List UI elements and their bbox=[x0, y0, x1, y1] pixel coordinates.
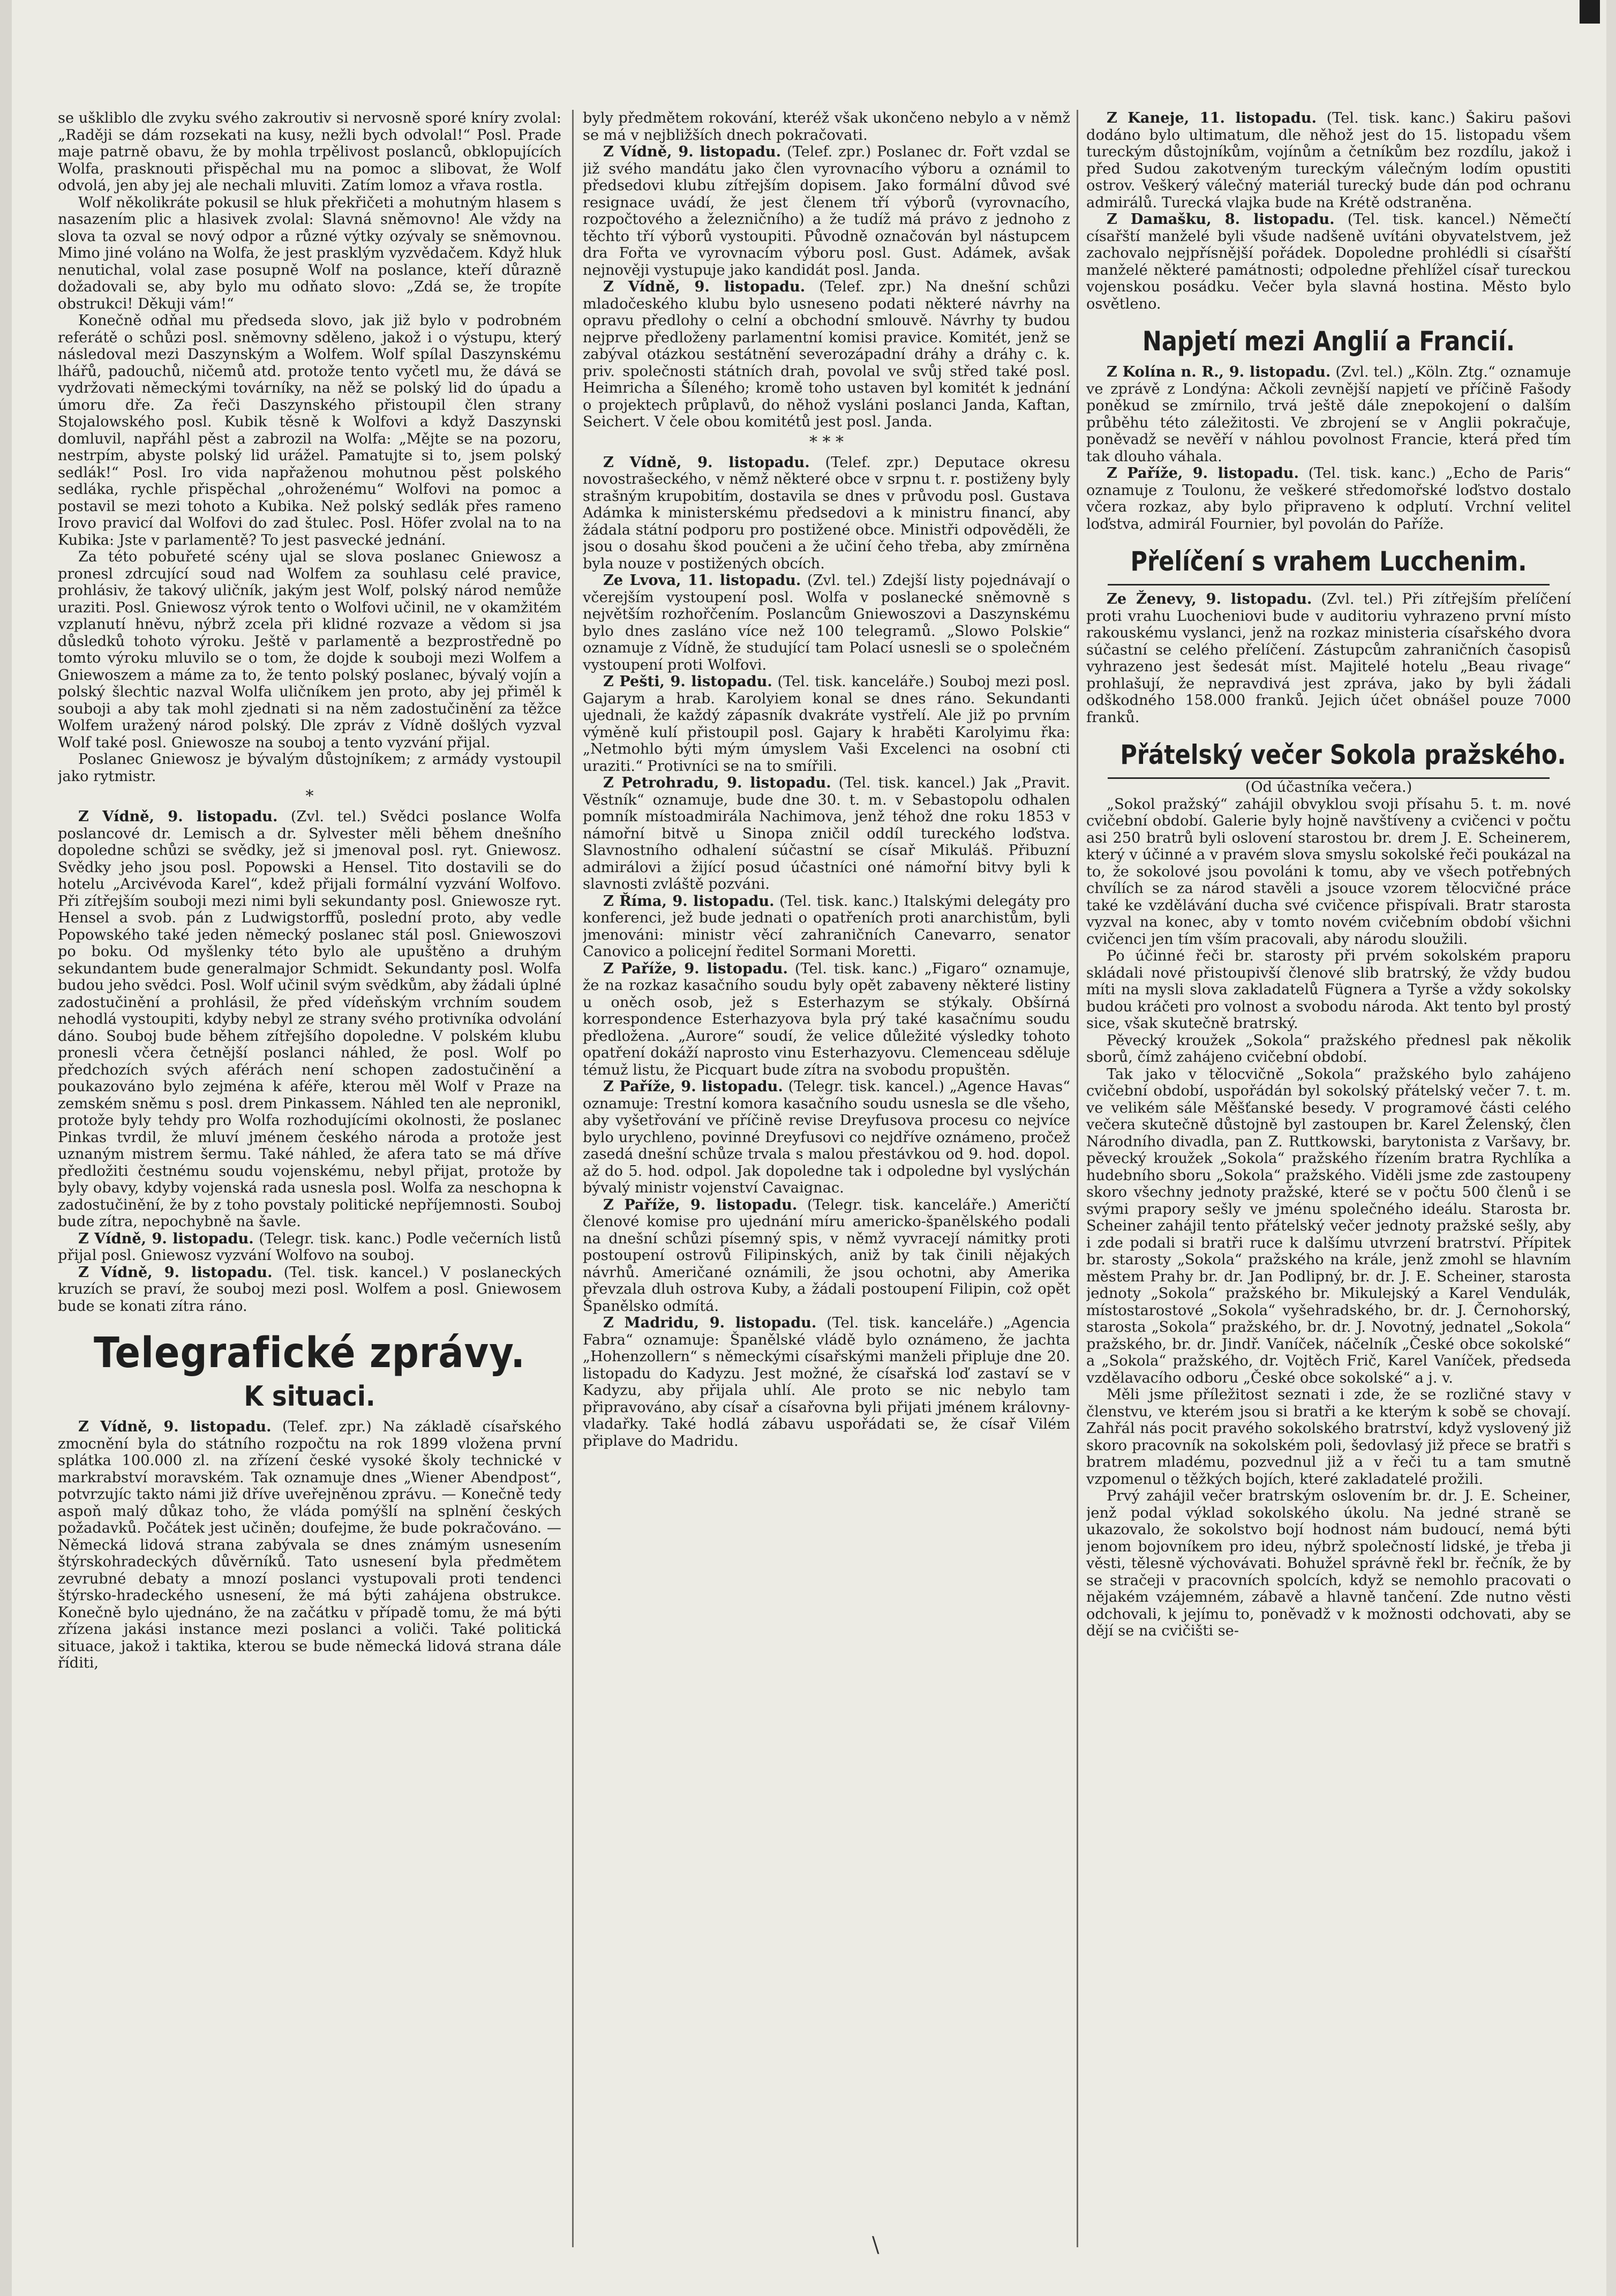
news-item bbox=[1086, 211, 1571, 312]
article-text: Poslanec Gniewosz je bývalým důstojníkem; z armády vystoupil jako rytmistr. bbox=[58, 751, 561, 785]
dateline: Z Madridu, 9. listopadu. bbox=[603, 1314, 817, 1331]
page-edge-left bbox=[0, 0, 12, 2296]
section-heading-telegraphic-news: Telegrafické zprávy. bbox=[93, 1329, 526, 1377]
news-item bbox=[583, 893, 1070, 961]
column-rule-1 bbox=[572, 110, 574, 2247]
byline: (Od účastníka večera.) bbox=[1245, 779, 1412, 796]
news-text: (Telegr. tisk. kancel.) „Agence Havas“ oznamuje: Trestní komora kasačního soudu usnesla se dle všeho, aby vyšetřování ve příčině revise Dreyfusova procesu co nejvíce bylo urychleno, povinné Dreyfusovi co nejdříve oznámeno, pročež zasedá dnešní schůze trvala s malou přestávkou od 9. hod. dopol. až do 5. hod. odpol. Jak dopoledne tak i odpoledne byl vyslýchán bývalý ministr vojenství Cavaignac. bbox=[583, 1078, 1070, 1196]
news-text: (Tel. tisk. kancel.) Jak „Pravit. Věstník“ oznamuje, bude dne 30. t. m. v Sebastopolu odhalen pomník místoadmirála Nachimova, jenž téhož dne roku 1853 v námořní bitvě u Sinopa zničil oddíl tureckého loďstva. Slavnostního odhalení súčastní se císař Mikuláš. Přibuzní admirálovi a žijící posud účastníci oné námořní bitvy byli k slavnosti zvláště pozváni. bbox=[583, 775, 1070, 892]
news-item bbox=[583, 775, 1070, 893]
dateline: Z Vídně, 9. listopadu. bbox=[603, 143, 781, 160]
article-text: Konečně odňal mu předseda slovo, jak již bylo v podrobném referátě o schůzi posl. sněmovny sděleno, jakož i o výstupu, který následoval mezi Daszynským a Wolfem. Wolf spílal Daszynskému lhářů, padouchů, ničemů atd. protože tento vyčetl mu, že dává se vydržovati německými továrníky, na něž se polský lid do úpadu a úmoru dře. Za řeči Daszynského přistoupil člen strany Stojalowského posl. Kubik těsně k Wolfovi a když Daszynski domluvil, napřáhl pěst a zabrozil na Wolfa: „Mějte se na pozoru, nestrpím, abyste polský lid urážel. Pamatujte si to, jsem polský sedlák!“ Posl. Iro vida napřaženou mohutnou pěst polského sedláka, rychle přispěchal „ohroženému“ Wolfovi na pomoc a postavil se mezi tohoto a Kubika. Než polský sedlák přes rameno Irovo pravicí dal Wolfovi do zad štulec. Posl. Höfer zvolal na to na Kubika: Jste v parlamentě? To jest pasvecké jednání. bbox=[58, 312, 561, 549]
dateline: Z Vídně, 9. listopadu. bbox=[603, 278, 806, 295]
news-item bbox=[58, 1419, 561, 1672]
news-item bbox=[583, 454, 1070, 573]
ink-mark: \ bbox=[872, 2233, 880, 2257]
news-text: (Zvl. tel.) Při zítřejším přelíčení proti vrahu Luocheniovi bude v auditoriu vyhrazeno první místo rakouskému vyslanci, jenž na rozkaz ministeria císařského dvora súčastní se celého přelíčení. Zástupcům zahraničních časopisů vyhrazeno jest šedesát míst. Majitelé hotelu „Beau rivage“ prohlašují, že nepravdivá jest zpráva, jako by byli žádali odškodného 158.000 franků. Jejich účet obnášel pouze 7000 franků. bbox=[1086, 591, 1571, 726]
news-item bbox=[583, 572, 1070, 673]
article-text: byly předmětem rokování, kteréž však ukončeno nebylo a v němž se má v nejbližších dnech pokračovati. bbox=[583, 110, 1070, 144]
news-item bbox=[583, 1197, 1070, 1315]
dateline: Z Říma, 9. listopadu. bbox=[603, 892, 775, 910]
news-item bbox=[1086, 364, 1571, 465]
news-item bbox=[583, 144, 1070, 279]
dateline: Z Kaneje, 11. listopadu. bbox=[1107, 110, 1317, 126]
heading-lucheni-trial: Přelíčení s vrahem Lucchenim. bbox=[1130, 546, 1527, 577]
dateline: Z Pešti, 9. listopadu. bbox=[603, 673, 772, 690]
article-text: Měli jsme příležitost seznati i zde, že se rozličné stavy v členstvu, ve kterém jsou si bratři a ke kterým k sobě se chovají. Zahřál nás pocit pravého sokolského bratrství, když vyslovený již skoro pracovník na sokolském poli, šedovlasý již přece se bratři s bratrem mladému, pozvednul již a v řeči tu a tam smutně vzpomenul o těžkých bojích, které zakladatelé prožili. bbox=[1086, 1386, 1571, 1488]
news-text: (Telef. zpr.) Na dnešní schůzi mladočeského klubu bylo usneseno podati některé návrhy na opravu předlohy o celní a obchodní smlouvě. Návrhy ty budou nejprve předloženy parlamentní komisi pravice. Komitét, jenž se zabýval otázkou sestátnění severozápadní dráhy a dráhy c. k. priv. společnosti státních drah, povolal ve svůj střed také posl. Heimricha a Šíleného; kromě toho ustaven byl komitét k jednání o projektech průplavů, do něhož vysláni poslanci Janda, Kaftan, Seichert. V čele obou komitétů jest posl. Janda. bbox=[583, 279, 1070, 430]
dateline: Z Vídně, 9. listopadu. bbox=[78, 1263, 273, 1281]
dateline: Ze Lvova, 11. listopadu. bbox=[603, 572, 801, 589]
news-item bbox=[1086, 110, 1571, 211]
page-edge-right bbox=[1606, 0, 1616, 2296]
news-text: (Tel. tisk. kanc.) „Figaro“ oznamuje, že na rozkaz kasačního soudu byly opět zabaveny některé listiny u oněch osob, jež s Esterhazym se stýkaly. Obšírná korrespondence Esterhazyova byla prý také kasačnímu soudu předložena. „Aurore“ soudí, že velice důležité výsledky tohoto opatření dokáží naprosto vinu Esterhazyovu. Clemenceau sděluje témuž listu, že Picquart bude zítra na svobodu propuštěn. bbox=[583, 960, 1070, 1078]
news-text: (Tel. tisk. kanc.) „Echo de Paris“ oznamuje z Toulonu, že veškeré středomořské loďstvo dostalo včera rozkaz, aby bylo připraveno k odplutí. Vrchní velitel loďstva, admirál Fournier, byl povolán do Paříže. bbox=[1086, 465, 1571, 532]
news-text: (Zvl. tel.) Zdejší listy pojednávají o včerejším vystoupení posl. Wolfa v poslanecké sněmovně s největším rozhořčením. Poslancům Gniewoszovi a Daszynskému bylo dnes zasláno více než 100 telegramů. „Slowo Polskie“ oznamuje z Vídně, že studující tam Polací usnesli se o společném vystoupení proti Wolfovi. bbox=[583, 572, 1070, 673]
heading-sokol-evening: Přátelský večer Sokola pražského. bbox=[1120, 739, 1566, 770]
corner-mark bbox=[1580, 0, 1600, 24]
news-item bbox=[58, 1264, 561, 1315]
column-rule-2 bbox=[1077, 110, 1078, 2247]
news-item bbox=[583, 1315, 1070, 1450]
news-text: (Zvl. tel.) Svědci poslance Wolfa poslancové dr. Lemisch a dr. Sylvester měli během dnešního dopoledne schůzi se svědky, jež si jmenoval posl. ryt. Gniewosz. Svědky jeho jsou posl. Popowski a Hensel. Tito dostavili se do hotelu „Arcivévoda Karel“, kdež přijali formální vyzvání Wolfovo. Při zítřejším souboji mezi nimi byli sekundanty posl. Gniewosze ryt. Hensel a svob. pán z Ludwigstorffů, poslední proto, aby vedle Popowského také jeden německý poslanec stál posl. Gniewoszovi po boku. Od myšlenky této bylo ale upuštěno a druhým sekundantem bude generalmajor Schmidt. Sekundanty posl. Wolfa budou jeho svědci. Posl. Wolf učinil svým svědkům, aby žádali úplné zadostučinění a prohlásil, že před vídeňským vrchním soudem nehodlá vystoupiti, kdyby nebyl ze strany svého protivníka odvolání dáno. Souboj bude během zítřejšího dopoledne. V polském klubu pronesli včera četnější poslanci náhled, že posl. Wolf po předchozích svých aférách není schopen zadostučinění a poukazováno bylo zejména k aféře, kterou měl Wolf v Praze na zemském sněmu s posl. drem Pinkassem. Náhled ten ale nepronikl, protože byly tehdy pro Wolfa rozhodujícími okolnosti, že poslanec Pinkas tvrdil, že mluví jménem českého národa a protože jest uznaným mistrem šermu. Také náhled, že afera tato se má dříve předložiti čestnému soudu vojenskému, nebyl přijat, protože by byly obavy, kdyby vojenská rada usnesla posl. Wolfa za neschopna k zadostučinění, že by z toho povstaly politické nepříjemnosti. Souboj bude zítra, nepochybně na šavle. bbox=[58, 808, 561, 1230]
news-text: (Zvl. tel.) „Köln. Ztg.“ oznamuje ve zprávě z Londýna: Ačkoli zevnější napjetí ve příčině Fašody poněkud se zmírnilo, trvá ještě dále znepokojení o dalším průběhu této záležitosti. Ve zbrojení se v Anglii pokračuje, poněvadž se nevěří v náhlou povolnost Francie, která před tím tak dlouho váhala. bbox=[1086, 364, 1571, 465]
news-item bbox=[583, 1078, 1070, 1197]
subheading-situation: K situaci. bbox=[244, 1380, 375, 1413]
dateline: Z Vídně, 9. listopadu. bbox=[78, 1229, 254, 1247]
article-text: Pěvecký kroužek „Sokola“ pražského přednesl pak několik sborů, čímž zahájeno cvičební období. bbox=[1086, 1032, 1571, 1066]
news-text: (Tel. tisk. kancel.) V poslaneckých kruzích se praví, že souboj mezi posl. Wolfem a posl. Gniewosem bude se konati zítra ráno. bbox=[58, 1264, 561, 1315]
news-item bbox=[583, 961, 1070, 1079]
dateline: Z Paříže, 9. listopadu. bbox=[603, 1078, 783, 1095]
dateline: Z Paříže, 9. listopadu. bbox=[1107, 464, 1299, 482]
dateline: Ze Ženevy, 9. listopadu. bbox=[1107, 590, 1312, 607]
article-text: „Sokol pražský“ zahájil obvyklou svoji přísahu 5. t. m. nové cvičební období. Galerie byly hojně navštíveny a cvičenci v počtu asi 250 bratrů byli oslovení starostou br. drem J. E. Scheinerem, který v účinné a v pravém slova smyslu sokolské řeči poukázal na to, že sokolové jsou povoláni k tomu, aby ve všech potřebných chvílích se za národ stavěli a jsouce vzorem tělocvičné práce také ke vzdělávání ducha své cvičence přispívali. Bratr starosta vyzval na konec, aby v tomto novém cvičebním období všichni cvičenci jen tím vším pracovali, aby národu sloužili. bbox=[1086, 796, 1571, 948]
news-text: (Telef. zpr.) Deputace okresu novostrašeckého, v němž některé obce v srpnu t. r. postiženy byly strašným krupobitím, dostavila se dnes v průvodu posl. Gustava Adámka k ministerskému předsedovi a k ministru financí, aby žádala státní podporu pro postižené obce. Ministři odpověděli, že jsou o dosahu škod poučeni a že učiní čeho třeba, aby zmírněna byla nouze v postižených obcích. bbox=[583, 454, 1070, 572]
article-text: Za této pobuřeté scény ujal se slova poslanec Gniewosz a pronesl zdrcující soud nad Wolfem za souhlasu celé pravice, prohlásiv, že takový uličník, jakým jest Wolf, polský národ nemůže uraziti. Posl. Gniewosz výrok tento o Wolfovi učinil, ne v okamžitém vzplanutí hněvu, nýbrž zcela při klidné rozvaze a vědom si jsa důsledků tohoto výroku. Ještě v parlamentě a bezprostředně po tomto výroku mluvilo se o tom, že dojde k souboji mezi Wolfem a Gniewoszem a máme za to, že tento polský poslanec, bývalý vojín a polský šlechtic nazval Wolfa uličníkem jen proto, aby jej přiměl k souboji a aby tak mohl zjednati si na něm zadostučinění za těžce Wolfem uražený národ polský. Dle zpráv z Vídně došlých vyzval Wolf také posl. Gniewosze na souboj a tento vyzvání přijal. bbox=[58, 549, 561, 751]
news-item bbox=[1086, 591, 1571, 726]
article-text: Wolf několikráte pokusil se hluk překřičeti a mohutným hlasem s nasazením plic a hlasivek zvolal: Slavná sněmovno! Ale vždy na slova ta ozval se nový odpor a různé výtky ozývaly se sněmovnou. Mimo jiné voláno na Wolfa, že jest prasklým vyzvědačem. Když hluk nenutichal, volal zase posupně Wolf na poslance, kteří důrazně dožadovali se, aby bylo mu odňato slovo: „Zdá se, že tropíte obstrukci! Děkuji vám!“ bbox=[58, 194, 561, 312]
news-text: (Tel. tisk. kanceláře.) „Agencia Fabra“ oznamuje: Španělské vládě bylo oznámeno, že jachta „Hohenzollern“ s německými císařskými manželi připluje dne 20. listopadu do Kadyzu. Jest možné, že císařská loď zastaví se v Kadyzu, aby přijala uhlí. Ale proto se nic nebylo tam připravováno, aby císař a císařovna byli přijati jménem královny-vladařky. Také hodlá zábavu uspořádati se, že císař Vilém připlave do Madridu. bbox=[583, 1315, 1070, 1450]
article-text: Tak jako v tělocvičně „Sokola“ pražského bylo zahájeno cvičební období, uspořádán byl sokolský přátelský večer 7. t. m. ve velikém sále Měšťanské besedy. V programové části celého večera skutečně důstojně byl zastoupen br. Karel Želenský, člen Národního divadla, pan Z. Ruttkowski, barytonista z Varšavy, br. pěvecký kroužek „Sokola“ pražského řízením bratra Rychlíka a hudebního sboru „Sokola“ pražského. Viděli jsme zde zastoupeny skoro všechny jednoty pražské, které se v počtu 500 členů i se svými prapory sešly ve jménu společného ideálu. Starosta br. Scheiner zahájil tento přátelský večer jednoty pražské sešly, aby i zde podali si bratři ruce k dalšímu utvrzení bratrství. Přípitek br. starosty „Sokola“ pražského na krále, jenž zmohl se hlavním městem Prahy br. dr. Jan Podlipný, br. dr. J. E. Scheiner, starosta jednoty „Sokola“ pražského br. Mikulejský a Karel Vendulák, místostarostové „Sokola“ vyšehradského, br. dr. J. Černohorský, starosta „Sokola“ pražského, br. dr. J. Novotný, jednatel „Sokola“ pražského, br. dr. Jindř. Vaníček, náčelník „České obce sokolské“ a „Sokola“ pražského, dr. Vojtěch Frič, Karel Vaníček, předseda vzdělavacího odboru „České obce sokolské“ a j. v. bbox=[1086, 1066, 1571, 1386]
news-text: (Telef. zpr.) Poslanec dr. Fořt vzdal se již svého mandátu jako člen vyrovnacího výboru a oznámil to předsedovi klubu zítřejším dopisem. Jako formální důvod své resignace uvádí, že jest členem tří výborů (vyrovnacího, rozpočtového a železničního) a že tudíž má právo z jednoho z těchto tří výborů vystoupiti. Původně označován byl nástupcem dra Fořta ve vyrovnacím výboru posl. Gust. Adámek, avšak nejnověji vystupuje jako kandidát posl. Janda. bbox=[583, 144, 1070, 279]
news-item bbox=[583, 279, 1070, 431]
dateline: Z Vídně, 9. listopadu. bbox=[603, 453, 810, 471]
news-text: (Telegr. tisk. kanc.) Podle večerních listů přijal posl. Gniewosz vyzvání Wolfovo na souboj. bbox=[58, 1230, 561, 1264]
news-text: (Tel. tisk. kancel.) Němečtí císařští manželé byli všude nadšeně uvítáni obyvatelstvem, jež zachovalo nejpřísnější pořádek. Dopoledne prohlédli si císařští manželé některé památnosti; odpoledne přehlížel císař tureckou vojenskou posádku. Večer byla slavná hostina. Město bylo osvětleno. bbox=[1086, 211, 1571, 312]
heading-anglo-french-tension: Napjetí mezi Anglií a Francií. bbox=[1142, 326, 1515, 357]
column-3 bbox=[1086, 110, 1571, 2247]
dateline: Z Vídně, 9. listopadu. bbox=[78, 808, 278, 825]
dateline: Z Kolína n. R., 9. listopadu. bbox=[1107, 363, 1331, 380]
news-text: (Tel. tisk. kanc.) Šakiru pašovi dodáno bylo ultimatum, dle něhož jest do 15. listopadu všem tureckým důstojníkům, vojínům a četníkům bez rozdílu, jakož i před Sudou zakotveným tureckým válečným lodím opustiti ostrov. Veškerý válečný materiál turecký bude dán pod ochranu admirálů. Turecká vlajka bude na Krétě odstraněna. bbox=[1086, 110, 1571, 211]
news-text: (Tel. tisk. kanc.) Italskými delegáty pro konferenci, jež bude jednati o opatřeních proti anarchistům, byli jmenováni: ministr věcí zahraničních Canevarro, senator Canovico a policejní ředitel Sormani Moretti. bbox=[583, 892, 1070, 960]
dateline: Z Damašku, 8. listopadu. bbox=[1107, 211, 1335, 228]
heading-underline bbox=[1108, 584, 1550, 586]
dateline: Z Paříže, 9. listopadu. bbox=[603, 959, 788, 977]
news-text: (Telef. zpr.) Na základě císařského zmocnění byla do státního rozpočtu na rok 1899 vložena první splátka 100.000 zl. na zřízení české vysoké školy technické v markrabství moravském. Tak oznamuje dnes „Wiener Abendpost“, potvrzujíc takto námi již dříve uveřejněnou zprávu. — Konečně tedy aspoň malý důkaz toho, že vláda pomýšlí na splnění českých požadavků. Počátek jest učiněn; doufejme, že bude pokračováno. — Německá lidová strana zabývala se dnes známým usnesením štýrskohradeckých důvěrníků. Tato usnesení byla předmětem zevrubné debaty a mnozí poslanci vystupovali proti tendenci štýrsko-hradeckého usnesení, že má býti zahájena obstrukce. Konečně bylo ujednáno, že na začátku v případě tomu, že má býti zřízena jakási instance mezi poslanci a voliči. Také politická situace, jakož i taktika, kterou se bude německá lidová strana dále říditi, bbox=[58, 1419, 561, 1671]
news-item bbox=[583, 673, 1070, 775]
news-text: (Telegr. tisk. kanceláře.) Američtí členové komise pro ujednání míru americko-španělského podali na dnešní schůzi písemný spis, v němž vyvracejí námitky proti postoupení ostrovů Filipinských, aniž by tak činili nějakých návrhů. Američané oznámili, že jsou ochotni, aby Amerika převzala dluh ostrova Kuby, a žádali postoupení Filipin, což opět Španělsko odmítá. bbox=[583, 1196, 1070, 1315]
dateline: Z Paříže, 9. listopadu. bbox=[603, 1196, 798, 1213]
dateline: Z Petrohradu, 9. listopadu. bbox=[603, 774, 831, 791]
news-text: (Tel. tisk. kanceláře.) Souboj mezi posl. Gajarym a hrab. Karolyiem konal se dnes ráno. Sekundanti ujednali, že každý zápasník dvakráte vystřelí. Ale již po prvním výměně kulí přistoupil posl. Gajary k hraběti Karolyimu řka: „Netmohlo býti mým úmyslem Vaši Excelenci na osobní cti uraziti.“ Protivníci se na to smířili. bbox=[583, 673, 1070, 775]
column-1 bbox=[58, 110, 561, 2247]
article-text: se uškliblo dle zvyku svého zakroutiv si nervosně sporé kníry zvolal: „Raději se dám rozsekati na kusy, nežli bych odvolal!“ Posl. Prade maje patrně obavu, že by mohla trpělivost poslanců, obklopujících Wolfa, prasknouti přispěchal mu na pomoc a slibovat, že Wolf odvolá, jen aby jej ale nechali mluviti. Zatím lomoz a vřava rostla. bbox=[58, 110, 561, 194]
article-text: Prvý zahájil večer bratrským oslovením br. dr. J. E. Scheiner, jenž podal výklad sokolského úkolu. Na jedné straně se ukazovalo, že sokolstvo bojí hodnost nám budoucí, nemá býti jenom bojovníkem pro ideu, nýbrž společností lidské, je třeba ji věsti, tělesně výchovávati. Bohužel správně řekl br. řečník, že by se stračeji v pracovních spolcích, když se nemohlo pracovati o nějakém vzájemném, zábavě a hlavně tančení. Zde nutno věsti odchovali, k jejímu to, poněvadž v k možnosti odchovati, aby se dějí se na cvičišti se- bbox=[1086, 1488, 1571, 1639]
news-item bbox=[58, 808, 561, 1230]
separator: * bbox=[305, 787, 314, 806]
news-item bbox=[58, 1230, 561, 1264]
news-item bbox=[1086, 465, 1571, 532]
article-text: Po účinné řeči br. starosty při prvém sokolském praporu skládali nové přistoupivší členové slib bratrský, že vždy budou míti na mysli slova zakladatelů Fügnera a Tyrše a vždy sokolsky budou kráčeti pro volnost a svobodu národa. Akt tento byl prostý sice, však skutečně bratrský. bbox=[1086, 948, 1571, 1032]
separator: * * * bbox=[809, 432, 844, 452]
column-2 bbox=[583, 110, 1070, 2247]
dateline: Z Vídně, 9. listopadu. bbox=[78, 1418, 272, 1435]
